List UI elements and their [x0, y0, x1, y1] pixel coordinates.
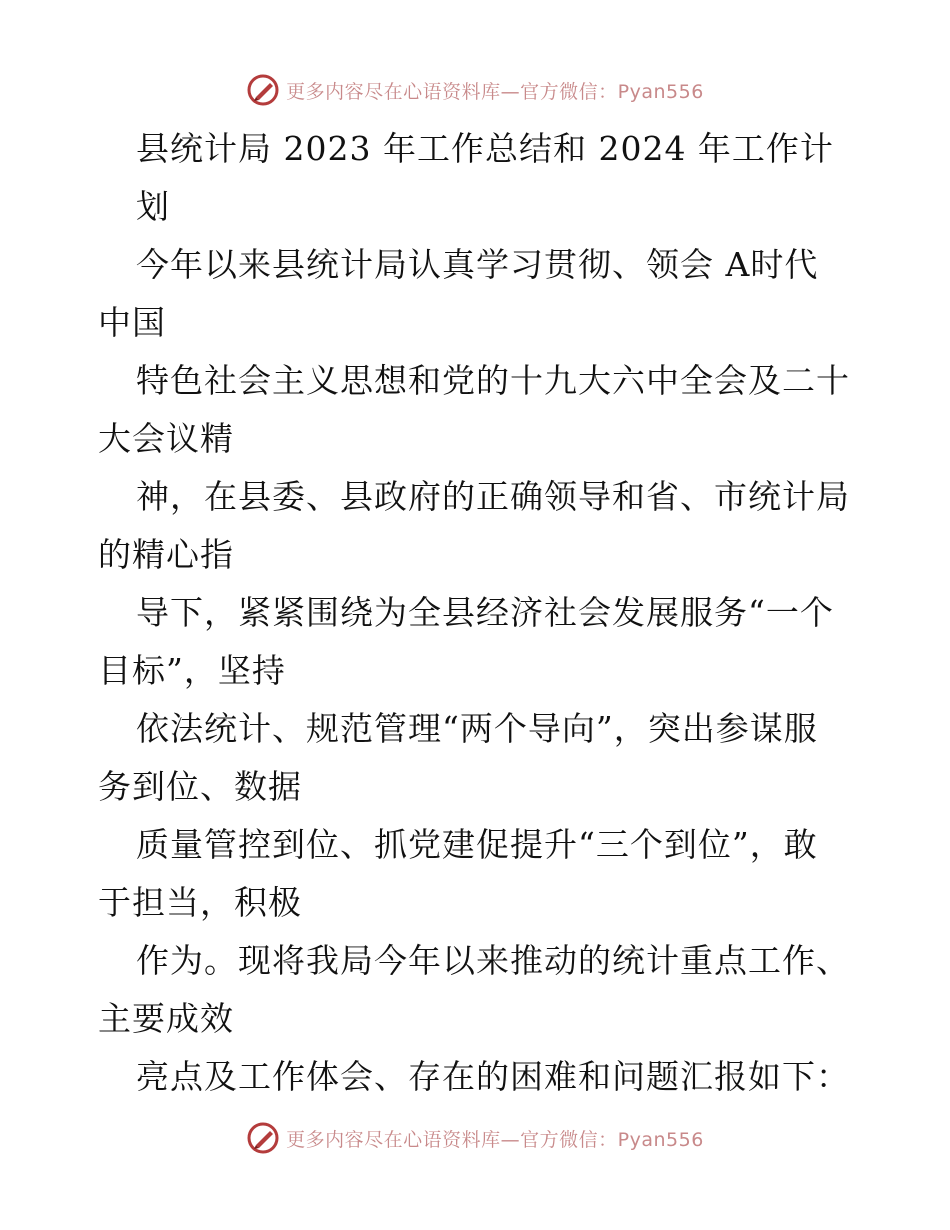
watermark-text: 更多内容尽在心语资料库—官方微信：Pyan556: [286, 1128, 704, 1151]
watermark-text: 更多内容尽在心语资料库—官方微信：Pyan556: [286, 80, 704, 103]
paragraph-line: 于担当，积极: [98, 883, 302, 922]
paragraph-line: 作为。现将我局今年以来推动的统计重点工作、: [136, 941, 850, 980]
paragraph-line: 亮点及工作体会、存在的困难和问题汇报如下：: [136, 1057, 850, 1096]
title-line-2: 划: [136, 187, 170, 226]
title-line-1: 县统计局 2023 年工作总结和 2024 年工作计: [136, 129, 834, 168]
paragraph-line: 特色社会主义思想和党的十九大六中全会及二十: [136, 361, 850, 400]
footer-watermark: [0, 1118, 950, 1158]
paragraph-line: 主要成效: [98, 999, 234, 1038]
header-watermark: [0, 70, 950, 110]
paragraph-line: 目标”，坚持: [98, 651, 286, 690]
paragraph-line: 质量管控到位、抓党建促提升“三个到位”，敢: [136, 825, 818, 864]
paragraph-line: 导下，紧紧围绕为全县经济社会发展服务“一个: [136, 593, 834, 632]
paragraph-line: 的精心指: [98, 535, 234, 574]
paragraph-line: 神，在县委、县政府的正确领导和省、市统计局: [136, 477, 850, 516]
document-body: [98, 120, 858, 1106]
paragraph-line: 中国: [98, 303, 166, 342]
paragraph-line: 大会议精: [98, 419, 234, 458]
paragraph-line: 务到位、数据: [98, 767, 302, 806]
pen-logo-icon: [246, 73, 280, 107]
pen-logo-icon: [246, 1121, 280, 1155]
paragraph-line: 依法统计、规范管理“两个导向”，突出参谋服: [136, 709, 818, 748]
paragraph-line: 今年以来县统计局认真学习贯彻、领会 A时代: [136, 245, 819, 284]
